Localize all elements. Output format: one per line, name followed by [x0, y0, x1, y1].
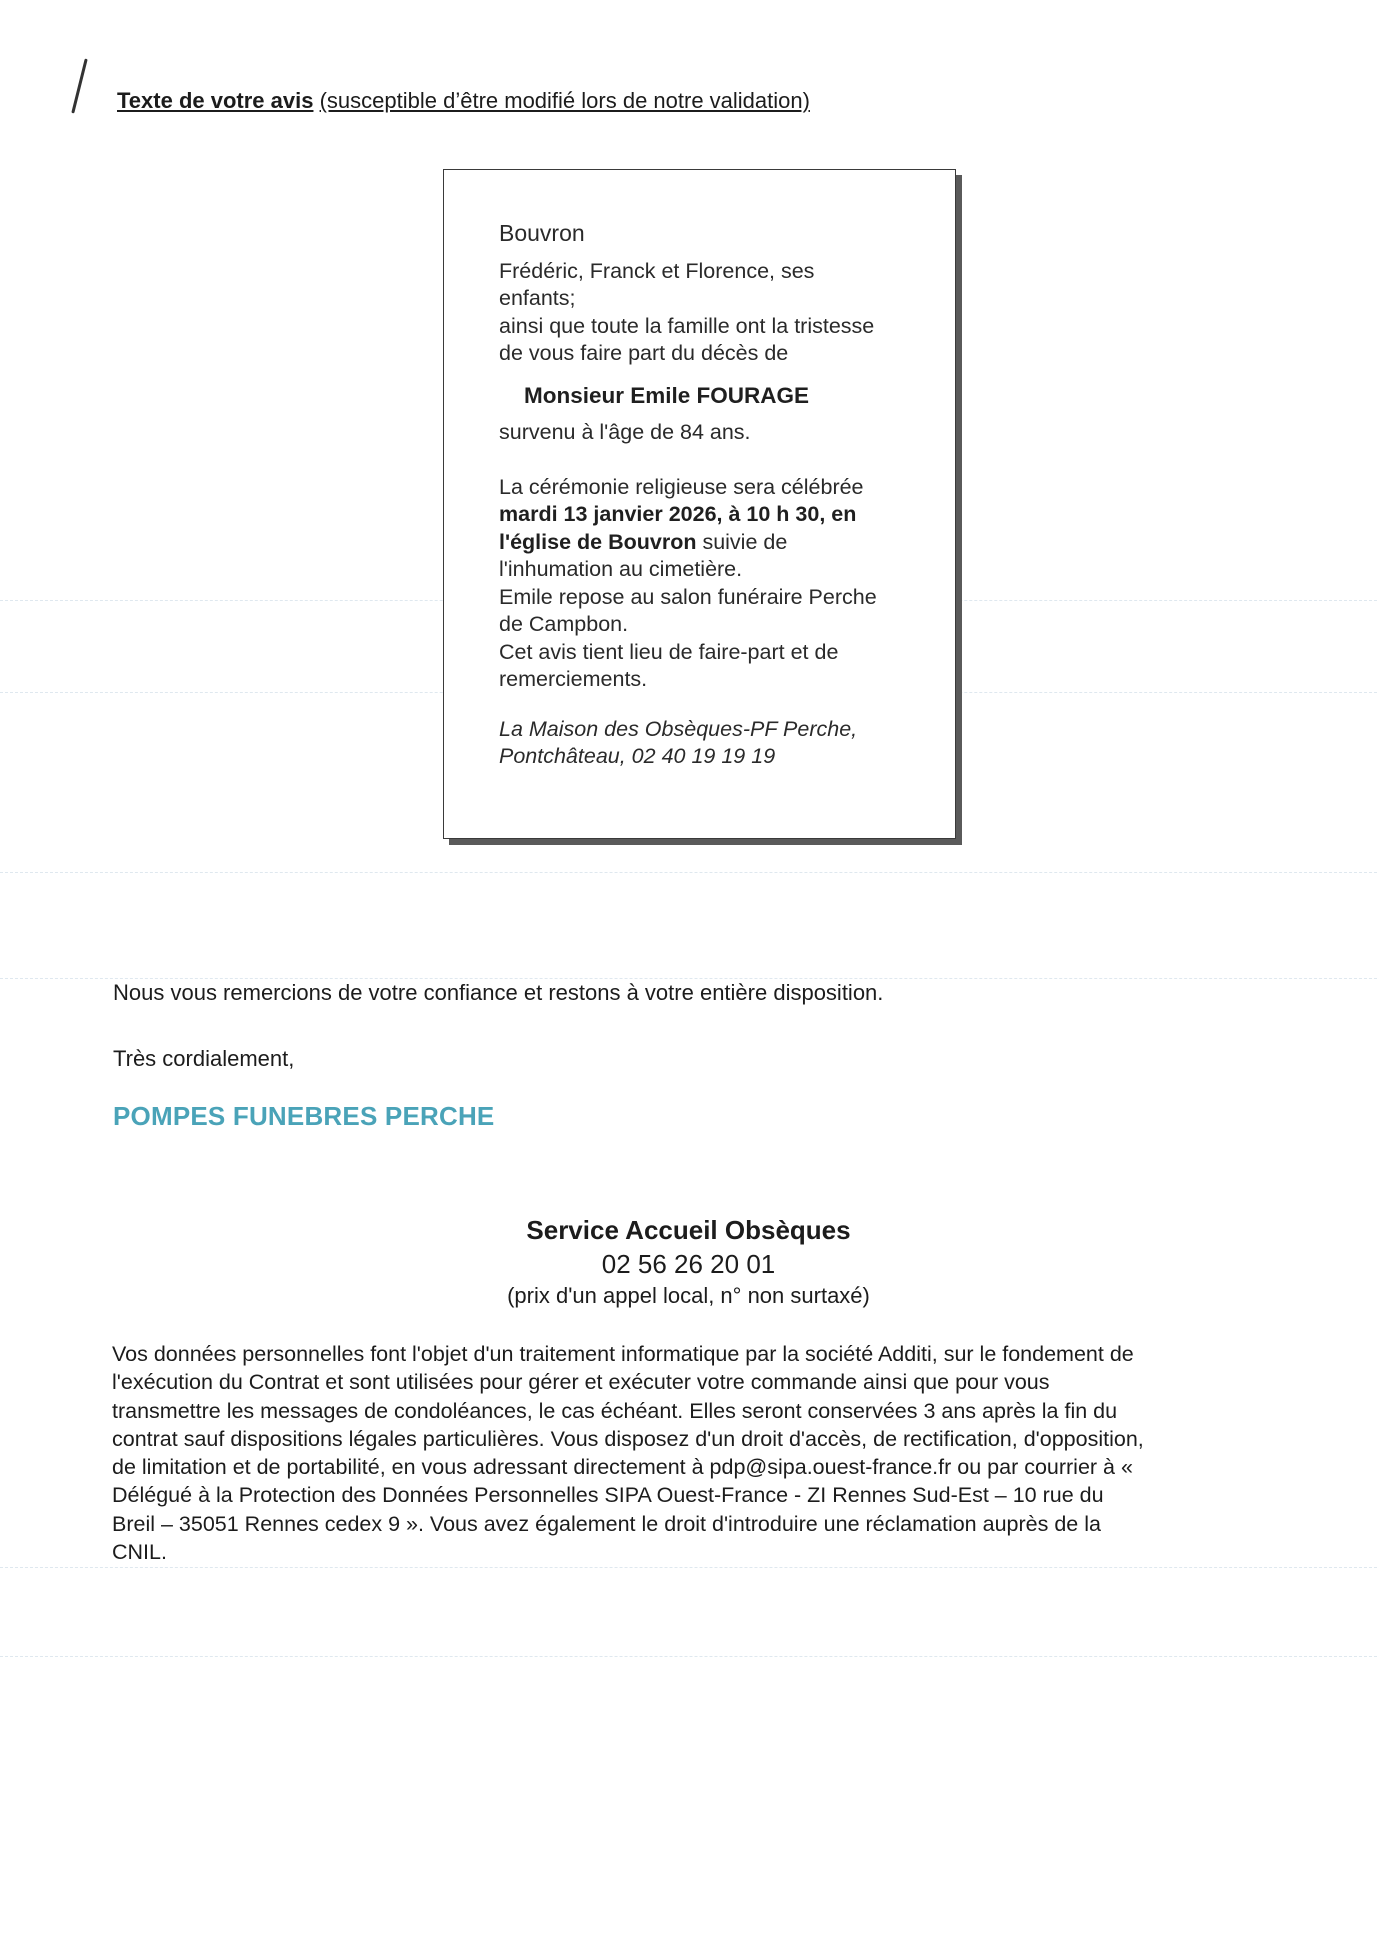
death-notice-text	[499, 220, 929, 771]
death-notice-box	[443, 169, 956, 839]
scan-artifact-line	[0, 872, 1377, 874]
ceremony-date: mardi 13 janvier 2026, à 10 h 30, en	[499, 502, 857, 526]
privacy-line: de limitation et de portabilité, en vous adressant directement à pdp@sipa.ouest-france.fr ou par courrier à «	[112, 1455, 1133, 1480]
privacy-line: transmettre les messages de condoléances, le cas échéant. Elles seront conservées 3 ans après la fin du	[112, 1398, 1118, 1423]
heading-bold: Texte de votre avis	[117, 88, 314, 113]
service-note: (prix d'un appel local, n° non surtaxé)	[507, 1283, 870, 1308]
scan-artifact-line	[0, 1656, 1377, 1658]
privacy-notice	[112, 1340, 1292, 1566]
privacy-line: Vos données personnelles font l'objet d'un traitement informatique par la société Additi, sur le fondement de	[112, 1342, 1134, 1366]
service-title: Service Accueil Obsèques	[526, 1215, 851, 1245]
privacy-line: Breil – 35051 Rennes cedex 9 ». Vous avez également le droit d'introduire une réclamation auprès de la	[112, 1511, 1101, 1536]
ceremony-place: l'église de Bouvron	[499, 529, 697, 554]
deceased-name: Monsieur Emile FOURAGE	[524, 382, 810, 408]
notice-signature: Pontchâteau, 02 40 19 19 19	[499, 744, 776, 768]
notice-line: remerciements.	[499, 667, 648, 691]
notice-age: survenu à l'âge de 84 ans.	[499, 420, 751, 444]
notice-line: Cet avis tient lieu de faire-part et de	[499, 639, 839, 664]
notice-family	[499, 258, 929, 368]
company-name: POMPES FUNEBRES PERCHE	[113, 1101, 495, 1131]
privacy-line: Délégué à la Protection des Données Personnelles SIPA Ouest-France - ZI Rennes Sud-Est – 10 rue du	[112, 1483, 1104, 1508]
ceremony-intro: La cérémonie religieuse sera célébrée	[499, 474, 864, 499]
thanks-text: Nous vous remercions de votre confiance et restons à votre entière disposition.	[113, 980, 884, 1005]
family-line: de vous faire part du décès de	[499, 341, 789, 365]
heading-note: (susceptible d’être modifié lors de notre validation)	[319, 88, 810, 113]
ceremony-after: suivie de	[696, 529, 788, 554]
service-phone: 02 56 26 20 01	[601, 1249, 776, 1279]
regards-text: Très cordialement,	[113, 1046, 295, 1071]
privacy-line: l'exécution du Contrat et sont utilisées pour gérer et exécuter votre commande ainsi que pour vous	[112, 1370, 1050, 1395]
family-line: Frédéric, Franck et Florence, ses	[499, 258, 815, 283]
notice-town: Bouvron	[499, 220, 585, 246]
privacy-line: CNIL.	[112, 1540, 167, 1565]
burial-line: l'inhumation au cimetière.	[499, 557, 743, 581]
rest-line: Emile repose au salon funéraire Perche	[499, 584, 877, 609]
notice-signature: La Maison des Obsèques-PF Perche,	[499, 716, 858, 741]
rest-line: de Campbon.	[499, 612, 629, 636]
ceremony-place-line	[499, 529, 929, 557]
family-line: ainsi que toute la famille ont la tristesse	[499, 313, 875, 338]
page-heading	[117, 88, 810, 114]
privacy-line: contrat sauf dispositions légales particulières. Vous disposez d'un droit d'accès, de rectification, d'opposition,	[112, 1426, 1144, 1451]
pen-mark	[71, 58, 87, 113]
scan-artifact-line	[0, 1567, 1377, 1569]
family-line: enfants;	[499, 286, 576, 310]
